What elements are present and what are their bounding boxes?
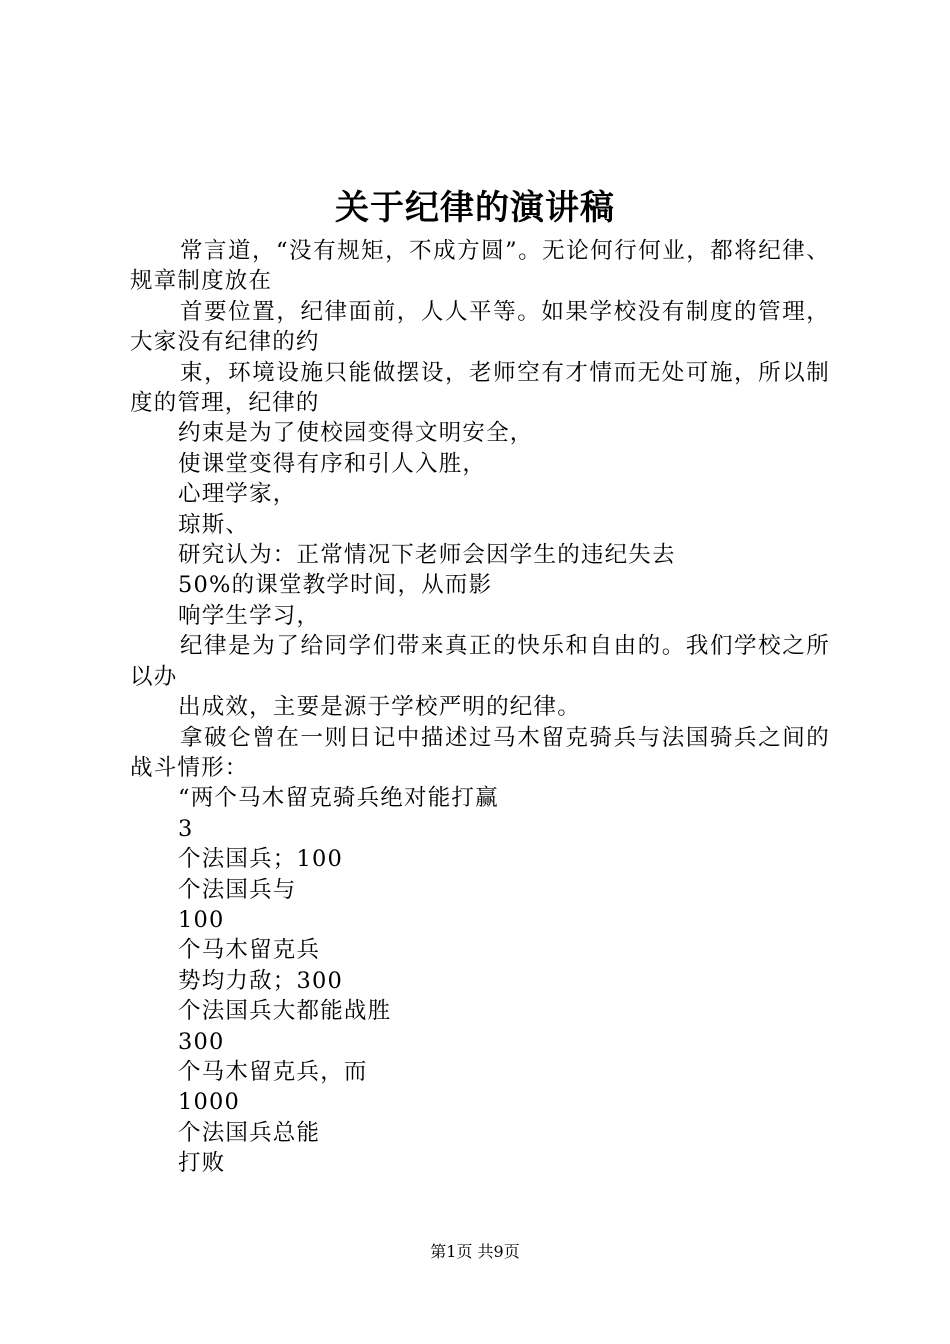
text-line: 琼斯、 bbox=[178, 511, 250, 538]
text-line: 100 bbox=[178, 906, 225, 933]
text-line: 1000 bbox=[178, 1089, 241, 1116]
page-footer: 第1页 共9页 bbox=[430, 1242, 520, 1261]
paragraph: 束，环境设施只能做摆设，老师空有才情而无处可施，所以制度的管理，纪律的 bbox=[130, 359, 830, 417]
text-line: 心理学家， bbox=[178, 481, 297, 508]
text-line: 使课堂变得有序和引人入胜， bbox=[178, 450, 487, 477]
text-line: 约束是为了使校园变得文明安全， bbox=[178, 420, 534, 447]
text-line: 个法国兵与 bbox=[178, 876, 297, 903]
page-title: 关于纪律的演讲稿 bbox=[335, 188, 615, 228]
paragraph: 拿破仑曾在一则日记中描述过马木留克骑兵与法国骑兵之间的战斗情形： bbox=[130, 724, 830, 781]
text-line: 个马木留克兵，而 bbox=[178, 1058, 368, 1085]
paragraph: 常言道，“没有规矩，不成方圆”。无论何行何业，都将纪律、规章制度放在 bbox=[130, 238, 830, 295]
text-line: 300 bbox=[178, 1028, 225, 1055]
text-line: 50%的课堂教学时间，从而影 bbox=[178, 572, 493, 599]
document-body bbox=[130, 236, 830, 1179]
text-line: “两个马木留克骑兵绝对能打赢 bbox=[178, 785, 499, 812]
text-line: 个法国兵大都能战胜 bbox=[178, 998, 392, 1025]
text-line: 响学生学习， bbox=[178, 602, 321, 629]
text-line: 研究认为：正常情况下老师会因学生的违纪失去 bbox=[178, 542, 676, 569]
text-line: 势均力敌；300 bbox=[178, 967, 344, 994]
text-line: 打败 bbox=[178, 1150, 226, 1177]
text-line: 个马木留克兵 bbox=[178, 937, 321, 964]
text-line: 出成效，主要是源于学校严明的纪律。 bbox=[178, 694, 581, 721]
text-line: 3 bbox=[178, 815, 194, 842]
text-line: 个法国兵；100 bbox=[178, 846, 344, 873]
paragraph: 首要位置，纪律面前，人人平等。如果学校没有制度的管理，大家没有纪律的约 bbox=[130, 298, 830, 356]
paragraph: 纪律是为了给同学们带来真正的快乐和自由的。我们学校之所以办 bbox=[130, 633, 830, 690]
text-line: 个法国兵总能 bbox=[178, 1119, 321, 1146]
